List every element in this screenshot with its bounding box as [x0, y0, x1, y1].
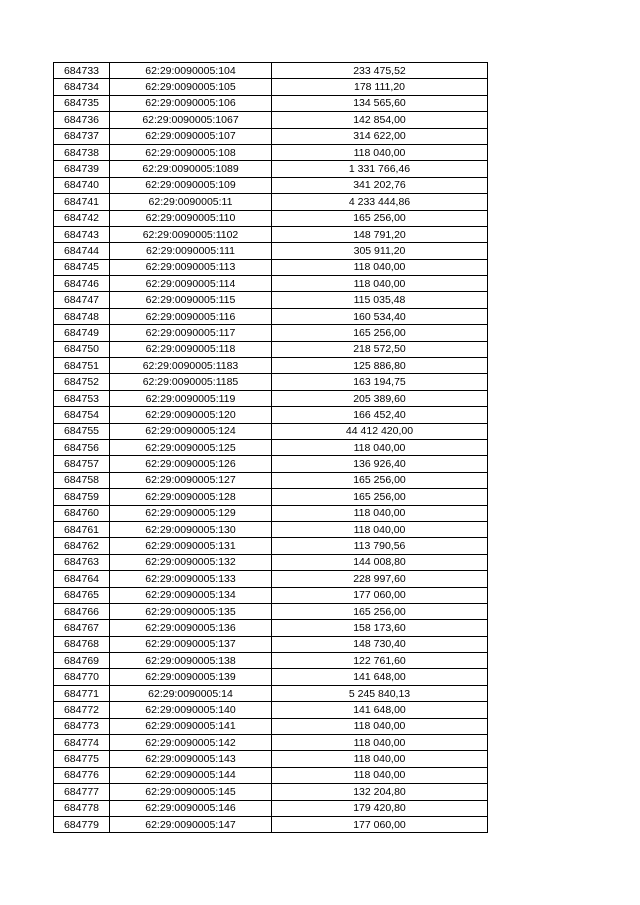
- value-cell: 118 040,00: [272, 751, 488, 767]
- table-row: [54, 751, 488, 767]
- table-row: [54, 292, 488, 308]
- table-row: [54, 358, 488, 374]
- row-id-cell: 684756: [54, 439, 110, 455]
- value-cell: 165 256,00: [272, 489, 488, 505]
- table-row: [54, 702, 488, 718]
- value-cell: 177 060,00: [272, 816, 488, 832]
- cadastre-table: [53, 62, 488, 833]
- value-cell: 136 926,40: [272, 456, 488, 472]
- row-id-cell: 684747: [54, 292, 110, 308]
- table-body: [54, 63, 488, 833]
- value-cell: 144 008,80: [272, 554, 488, 570]
- cadastral-number-cell: 62:29:0090005:114: [110, 276, 272, 292]
- value-cell: 118 040,00: [272, 521, 488, 537]
- table-row: [54, 407, 488, 423]
- value-cell: 118 040,00: [272, 718, 488, 734]
- row-id-cell: 684766: [54, 603, 110, 619]
- cadastral-number-cell: 62:29:0090005:141: [110, 718, 272, 734]
- cadastral-number-cell: 62:29:0090005:133: [110, 571, 272, 587]
- cadastral-number-cell: 62:29:0090005:129: [110, 505, 272, 521]
- row-id-cell: 684737: [54, 128, 110, 144]
- cadastral-number-cell: 62:29:0090005:120: [110, 407, 272, 423]
- cadastral-number-cell: 62:29:0090005:117: [110, 325, 272, 341]
- row-id-cell: 684740: [54, 177, 110, 193]
- row-id-cell: 684733: [54, 63, 110, 79]
- row-id-cell: 684759: [54, 489, 110, 505]
- row-id-cell: 684761: [54, 521, 110, 537]
- value-cell: 165 256,00: [272, 210, 488, 226]
- cadastral-number-cell: 62:29:0090005:1102: [110, 226, 272, 242]
- row-id-cell: 684758: [54, 472, 110, 488]
- table-row: [54, 816, 488, 832]
- cadastral-number-cell: 62:29:0090005:138: [110, 653, 272, 669]
- row-id-cell: 684741: [54, 194, 110, 210]
- row-id-cell: 684743: [54, 226, 110, 242]
- row-id-cell: 684748: [54, 308, 110, 324]
- table-row: [54, 718, 488, 734]
- value-cell: 118 040,00: [272, 767, 488, 783]
- table-row: [54, 259, 488, 275]
- cadastral-number-cell: 62:29:0090005:127: [110, 472, 272, 488]
- table-row: [54, 308, 488, 324]
- row-id-cell: 684764: [54, 571, 110, 587]
- row-id-cell: 684757: [54, 456, 110, 472]
- value-cell: 113 790,56: [272, 538, 488, 554]
- value-cell: 141 648,00: [272, 669, 488, 685]
- table-row: [54, 685, 488, 701]
- cadastral-number-cell: 62:29:0090005:113: [110, 259, 272, 275]
- table-row: [54, 636, 488, 652]
- row-id-cell: 684777: [54, 784, 110, 800]
- row-id-cell: 684773: [54, 718, 110, 734]
- cadastral-number-cell: 62:29:0090005:139: [110, 669, 272, 685]
- cadastral-number-cell: 62:29:0090005:146: [110, 800, 272, 816]
- value-cell: 305 911,20: [272, 243, 488, 259]
- table-row: [54, 472, 488, 488]
- cadastral-number-cell: 62:29:0090005:104: [110, 63, 272, 79]
- value-cell: 132 204,80: [272, 784, 488, 800]
- value-cell: 165 256,00: [272, 472, 488, 488]
- row-id-cell: 684768: [54, 636, 110, 652]
- table-row: [54, 603, 488, 619]
- cadastral-number-cell: 62:29:0090005:106: [110, 95, 272, 111]
- row-id-cell: 684752: [54, 374, 110, 390]
- value-cell: 118 040,00: [272, 259, 488, 275]
- row-id-cell: 684742: [54, 210, 110, 226]
- table-row: [54, 79, 488, 95]
- table-row: [54, 177, 488, 193]
- table-row: [54, 374, 488, 390]
- cadastral-number-cell: 62:29:0090005:14: [110, 685, 272, 701]
- row-id-cell: 684735: [54, 95, 110, 111]
- value-cell: 125 886,80: [272, 358, 488, 374]
- value-cell: 148 791,20: [272, 226, 488, 242]
- table-row: [54, 112, 488, 128]
- cadastral-number-cell: 62:29:0090005:132: [110, 554, 272, 570]
- row-id-cell: 684779: [54, 816, 110, 832]
- table-row: [54, 735, 488, 751]
- value-cell: 4 233 444,86: [272, 194, 488, 210]
- table-row: [54, 390, 488, 406]
- table-row: [54, 423, 488, 439]
- row-id-cell: 684772: [54, 702, 110, 718]
- cadastral-number-cell: 62:29:0090005:147: [110, 816, 272, 832]
- value-cell: 118 040,00: [272, 276, 488, 292]
- value-cell: 118 040,00: [272, 505, 488, 521]
- row-id-cell: 684734: [54, 79, 110, 95]
- row-id-cell: 684776: [54, 767, 110, 783]
- row-id-cell: 684744: [54, 243, 110, 259]
- value-cell: 205 389,60: [272, 390, 488, 406]
- row-id-cell: 684736: [54, 112, 110, 128]
- value-cell: 165 256,00: [272, 603, 488, 619]
- cadastral-number-cell: 62:29:0090005:107: [110, 128, 272, 144]
- cadastral-number-cell: 62:29:0090005:1185: [110, 374, 272, 390]
- value-cell: 115 035,48: [272, 292, 488, 308]
- row-id-cell: 684770: [54, 669, 110, 685]
- table-row: [54, 554, 488, 570]
- table-row: [54, 538, 488, 554]
- cadastral-number-cell: 62:29:0090005:1067: [110, 112, 272, 128]
- row-id-cell: 684755: [54, 423, 110, 439]
- table-row: [54, 653, 488, 669]
- cadastral-number-cell: 62:29:0090005:130: [110, 521, 272, 537]
- cadastral-number-cell: 62:29:0090005:115: [110, 292, 272, 308]
- value-cell: 44 412 420,00: [272, 423, 488, 439]
- table-row: [54, 95, 488, 111]
- cadastral-number-cell: 62:29:0090005:105: [110, 79, 272, 95]
- table-row: [54, 620, 488, 636]
- value-cell: 163 194,75: [272, 374, 488, 390]
- row-id-cell: 684774: [54, 735, 110, 751]
- cadastral-number-cell: 62:29:0090005:140: [110, 702, 272, 718]
- cadastral-number-cell: 62:29:0090005:145: [110, 784, 272, 800]
- row-id-cell: 684771: [54, 685, 110, 701]
- value-cell: 148 730,40: [272, 636, 488, 652]
- table-row: [54, 571, 488, 587]
- value-cell: 118 040,00: [272, 439, 488, 455]
- cadastral-number-cell: 62:29:0090005:136: [110, 620, 272, 636]
- row-id-cell: 684739: [54, 161, 110, 177]
- table-row: [54, 194, 488, 210]
- table-row: [54, 243, 488, 259]
- row-id-cell: 684746: [54, 276, 110, 292]
- cadastral-number-cell: 62:29:0090005:1183: [110, 358, 272, 374]
- table-row: [54, 341, 488, 357]
- value-cell: 118 040,00: [272, 735, 488, 751]
- cadastral-number-cell: 62:29:0090005:131: [110, 538, 272, 554]
- table-row: [54, 226, 488, 242]
- table-row: [54, 800, 488, 816]
- cadastral-number-cell: 62:29:0090005:116: [110, 308, 272, 324]
- row-id-cell: 684760: [54, 505, 110, 521]
- value-cell: 142 854,00: [272, 112, 488, 128]
- cadastral-number-cell: 62:29:0090005:142: [110, 735, 272, 751]
- value-cell: 141 648,00: [272, 702, 488, 718]
- row-id-cell: 684751: [54, 358, 110, 374]
- table-row: [54, 276, 488, 292]
- cadastral-number-cell: 62:29:0090005:134: [110, 587, 272, 603]
- row-id-cell: 684749: [54, 325, 110, 341]
- row-id-cell: 684775: [54, 751, 110, 767]
- value-cell: 179 420,80: [272, 800, 488, 816]
- cadastral-number-cell: 62:29:0090005:110: [110, 210, 272, 226]
- table-row: [54, 784, 488, 800]
- cadastral-number-cell: 62:29:0090005:109: [110, 177, 272, 193]
- value-cell: 165 256,00: [272, 325, 488, 341]
- value-cell: 158 173,60: [272, 620, 488, 636]
- cadastral-number-cell: 62:29:0090005:135: [110, 603, 272, 619]
- value-cell: 218 572,50: [272, 341, 488, 357]
- row-id-cell: 684769: [54, 653, 110, 669]
- cadastral-number-cell: 62:29:0090005:111: [110, 243, 272, 259]
- value-cell: 314 622,00: [272, 128, 488, 144]
- value-cell: 228 997,60: [272, 571, 488, 587]
- value-cell: 166 452,40: [272, 407, 488, 423]
- row-id-cell: 684763: [54, 554, 110, 570]
- value-cell: 118 040,00: [272, 144, 488, 160]
- value-cell: 1 331 766,46: [272, 161, 488, 177]
- cadastral-number-cell: 62:29:0090005:125: [110, 439, 272, 455]
- row-id-cell: 684765: [54, 587, 110, 603]
- cadastral-number-cell: 62:29:0090005:1089: [110, 161, 272, 177]
- table-row: [54, 489, 488, 505]
- value-cell: 233 475,52: [272, 63, 488, 79]
- table-row: [54, 587, 488, 603]
- value-cell: 122 761,60: [272, 653, 488, 669]
- value-cell: 160 534,40: [272, 308, 488, 324]
- table-row: [54, 63, 488, 79]
- row-id-cell: 684778: [54, 800, 110, 816]
- table-row: [54, 669, 488, 685]
- row-id-cell: 684738: [54, 144, 110, 160]
- cadastral-number-cell: 62:29:0090005:119: [110, 390, 272, 406]
- table-row: [54, 144, 488, 160]
- row-id-cell: 684745: [54, 259, 110, 275]
- cadastral-number-cell: 62:29:0090005:137: [110, 636, 272, 652]
- value-cell: 134 565,60: [272, 95, 488, 111]
- cadastral-number-cell: 62:29:0090005:108: [110, 144, 272, 160]
- cadastral-number-cell: 62:29:0090005:143: [110, 751, 272, 767]
- table-row: [54, 439, 488, 455]
- row-id-cell: 684762: [54, 538, 110, 554]
- table-row: [54, 210, 488, 226]
- row-id-cell: 684754: [54, 407, 110, 423]
- row-id-cell: 684753: [54, 390, 110, 406]
- value-cell: 177 060,00: [272, 587, 488, 603]
- value-cell: 5 245 840,13: [272, 685, 488, 701]
- table-row: [54, 456, 488, 472]
- cadastral-number-cell: 62:29:0090005:11: [110, 194, 272, 210]
- table-row: [54, 521, 488, 537]
- value-cell: 341 202,76: [272, 177, 488, 193]
- row-id-cell: 684767: [54, 620, 110, 636]
- table-row: [54, 325, 488, 341]
- cadastral-number-cell: 62:29:0090005:128: [110, 489, 272, 505]
- table-row: [54, 161, 488, 177]
- cadastral-number-cell: 62:29:0090005:124: [110, 423, 272, 439]
- table-row: [54, 505, 488, 521]
- table-row: [54, 767, 488, 783]
- cadastral-number-cell: 62:29:0090005:118: [110, 341, 272, 357]
- row-id-cell: 684750: [54, 341, 110, 357]
- cadastral-number-cell: 62:29:0090005:126: [110, 456, 272, 472]
- cadastral-number-cell: 62:29:0090005:144: [110, 767, 272, 783]
- value-cell: 178 111,20: [272, 79, 488, 95]
- table-row: [54, 128, 488, 144]
